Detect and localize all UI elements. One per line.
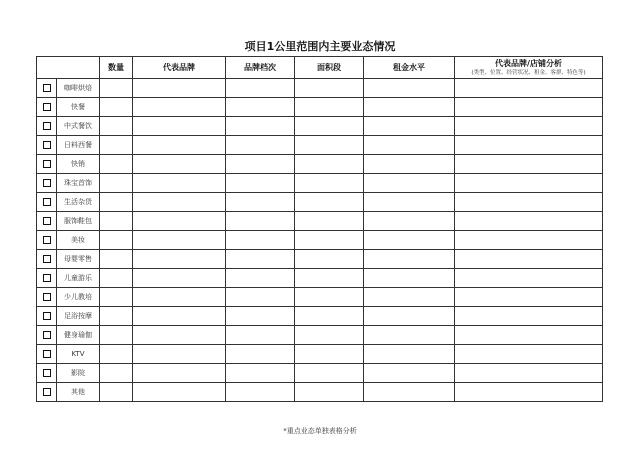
row-checkbox[interactable] [43, 122, 51, 130]
quantity-cell[interactable] [100, 326, 133, 345]
brand-tier-cell[interactable] [226, 117, 295, 136]
row-category-label: 其他 [57, 383, 100, 402]
brands-cell[interactable] [133, 383, 226, 402]
rent-cell[interactable] [364, 231, 455, 250]
brand-tier-cell[interactable] [226, 193, 295, 212]
row-category-label: 儿童游乐 [57, 269, 100, 288]
quantity-cell[interactable] [100, 117, 133, 136]
row-category-label: 生活杂货 [57, 193, 100, 212]
header-brand-tier: 品牌档次 [226, 57, 295, 79]
table-row [37, 383, 603, 402]
header-category [37, 57, 100, 79]
rent-cell[interactable] [364, 250, 455, 269]
quantity-cell[interactable] [100, 98, 133, 117]
area-cell[interactable] [295, 136, 364, 155]
row-category-label: 影院 [57, 364, 100, 383]
row-category-label: 足浴按摩 [57, 307, 100, 326]
area-cell[interactable] [295, 155, 364, 174]
brand-tier-cell[interactable] [226, 174, 295, 193]
area-cell[interactable] [295, 250, 364, 269]
quantity-cell[interactable] [100, 345, 133, 364]
table-row [37, 326, 603, 345]
area-cell[interactable] [295, 98, 364, 117]
quantity-cell[interactable] [100, 174, 133, 193]
table-row [37, 212, 603, 231]
quantity-cell[interactable] [100, 383, 133, 402]
row-checkbox[interactable] [43, 350, 51, 358]
area-cell[interactable] [295, 193, 364, 212]
area-cell[interactable] [295, 326, 364, 345]
analysis-cell[interactable] [455, 288, 603, 307]
header-quantity: 数量 [100, 57, 133, 79]
row-category-label: 少儿教培 [57, 288, 100, 307]
rent-cell[interactable] [364, 269, 455, 288]
analysis-cell[interactable] [455, 307, 603, 326]
brands-cell[interactable] [133, 364, 226, 383]
header-rent: 租金水平 [364, 57, 455, 79]
brands-cell[interactable] [133, 307, 226, 326]
table-row [37, 364, 603, 383]
table-row [37, 345, 603, 364]
rent-cell[interactable] [364, 307, 455, 326]
area-cell[interactable] [295, 307, 364, 326]
analysis-cell[interactable] [455, 155, 603, 174]
analysis-cell[interactable] [455, 212, 603, 231]
rent-cell[interactable] [364, 326, 455, 345]
row-checkbox[interactable] [43, 388, 51, 396]
area-cell[interactable] [295, 212, 364, 231]
row-category-label: 服饰鞋包 [57, 212, 100, 231]
table-row [37, 155, 603, 174]
brand-tier-cell[interactable] [226, 383, 295, 402]
rent-cell[interactable] [364, 174, 455, 193]
rent-cell[interactable] [364, 288, 455, 307]
row-checkbox-cell [37, 98, 57, 117]
table-header-row [37, 57, 603, 79]
brands-cell[interactable] [133, 345, 226, 364]
brands-cell[interactable] [133, 136, 226, 155]
quantity-cell[interactable] [100, 212, 133, 231]
header-analysis-label: 代表品牌/店铺分析 [495, 58, 562, 68]
area-cell[interactable] [295, 345, 364, 364]
quantity-cell[interactable] [100, 79, 133, 98]
area-cell[interactable] [295, 383, 364, 402]
quantity-cell[interactable] [100, 364, 133, 383]
row-checkbox-cell [37, 193, 57, 212]
table-row [37, 307, 603, 326]
analysis-cell[interactable] [455, 79, 603, 98]
header-brands: 代表品牌 [133, 57, 226, 79]
row-checkbox[interactable] [43, 255, 51, 263]
brands-cell[interactable] [133, 250, 226, 269]
analysis-cell[interactable] [455, 98, 603, 117]
row-category-label: 珠宝首饰 [57, 174, 100, 193]
brand-tier-cell[interactable] [226, 307, 295, 326]
row-checkbox[interactable] [43, 331, 51, 339]
brands-cell[interactable] [133, 155, 226, 174]
quantity-cell[interactable] [100, 231, 133, 250]
business-format-table [36, 56, 603, 402]
quantity-cell[interactable] [100, 250, 133, 269]
quantity-cell[interactable] [100, 155, 133, 174]
footnote: *重点业态单独表格分析 [283, 427, 357, 435]
area-cell[interactable] [295, 79, 364, 98]
analysis-cell[interactable] [455, 174, 603, 193]
rent-cell[interactable] [364, 98, 455, 117]
row-checkbox-cell [37, 231, 57, 250]
analysis-cell[interactable] [455, 136, 603, 155]
row-category-label: 中式餐饮 [57, 117, 100, 136]
row-checkbox-cell [37, 79, 57, 98]
brand-tier-cell[interactable] [226, 231, 295, 250]
row-checkbox-cell [37, 250, 57, 269]
row-checkbox[interactable] [43, 160, 51, 168]
row-checkbox[interactable] [43, 369, 51, 377]
table-row [37, 269, 603, 288]
row-checkbox-cell [37, 307, 57, 326]
rent-cell[interactable] [364, 136, 455, 155]
brands-cell[interactable] [133, 288, 226, 307]
area-cell[interactable] [295, 117, 364, 136]
brand-tier-cell[interactable] [226, 79, 295, 98]
brand-tier-cell[interactable] [226, 364, 295, 383]
row-checkbox-cell [37, 345, 57, 364]
quantity-cell[interactable] [100, 136, 133, 155]
analysis-cell[interactable] [455, 193, 603, 212]
row-category-label: 日料西餐 [57, 136, 100, 155]
row-checkbox-cell [37, 174, 57, 193]
brands-cell[interactable] [133, 269, 226, 288]
header-area: 面积段 [295, 57, 364, 79]
row-checkbox-cell [37, 364, 57, 383]
analysis-cell[interactable] [455, 231, 603, 250]
quantity-cell[interactable] [100, 193, 133, 212]
row-checkbox[interactable] [43, 274, 51, 282]
table-row [37, 98, 603, 117]
row-category-label: 咖啡烘焙 [57, 79, 100, 98]
rent-cell[interactable] [364, 364, 455, 383]
brand-tier-cell[interactable] [226, 326, 295, 345]
brands-cell[interactable] [133, 231, 226, 250]
quantity-cell[interactable] [100, 288, 133, 307]
table-row [37, 193, 603, 212]
row-checkbox[interactable] [43, 103, 51, 111]
analysis-cell[interactable] [455, 326, 603, 345]
brands-cell[interactable] [133, 326, 226, 345]
row-checkbox[interactable] [43, 84, 51, 92]
brand-tier-cell[interactable] [226, 98, 295, 117]
rent-cell[interactable] [364, 193, 455, 212]
row-category-label: 健身瑜伽 [57, 326, 100, 345]
table-row [37, 231, 603, 250]
row-checkbox[interactable] [43, 141, 51, 149]
row-checkbox-cell [37, 117, 57, 136]
table-row [37, 174, 603, 193]
row-checkbox[interactable] [43, 179, 51, 187]
area-cell[interactable] [295, 231, 364, 250]
row-checkbox-cell [37, 155, 57, 174]
analysis-cell[interactable] [455, 345, 603, 364]
brands-cell[interactable] [133, 117, 226, 136]
analysis-cell[interactable] [455, 364, 603, 383]
brand-tier-cell[interactable] [226, 155, 295, 174]
brand-tier-cell[interactable] [226, 288, 295, 307]
brands-cell[interactable] [133, 79, 226, 98]
header-analysis [455, 57, 603, 79]
analysis-cell[interactable] [455, 250, 603, 269]
brand-tier-cell[interactable] [226, 345, 295, 364]
row-checkbox[interactable] [43, 217, 51, 225]
row-category-label: KTV [57, 345, 100, 364]
row-checkbox-cell [37, 383, 57, 402]
rent-cell[interactable] [364, 155, 455, 174]
row-checkbox[interactable] [43, 312, 51, 320]
row-checkbox[interactable] [43, 198, 51, 206]
row-checkbox[interactable] [43, 236, 51, 244]
row-category-label: 美妆 [57, 231, 100, 250]
row-category-label: 母婴零售 [57, 250, 100, 269]
area-cell[interactable] [295, 364, 364, 383]
rent-cell[interactable] [364, 212, 455, 231]
quantity-cell[interactable] [100, 269, 133, 288]
analysis-cell[interactable] [455, 117, 603, 136]
area-cell[interactable] [295, 174, 364, 193]
brands-cell[interactable] [133, 174, 226, 193]
brand-tier-cell[interactable] [226, 269, 295, 288]
table-row [37, 250, 603, 269]
brand-tier-cell[interactable] [226, 212, 295, 231]
brands-cell[interactable] [133, 193, 226, 212]
row-checkbox[interactable] [43, 293, 51, 301]
row-checkbox-cell [37, 136, 57, 155]
table-row [37, 136, 603, 155]
analysis-cell[interactable] [455, 383, 603, 402]
quantity-cell[interactable] [100, 307, 133, 326]
table-row [37, 288, 603, 307]
rent-cell[interactable] [364, 345, 455, 364]
row-checkbox-cell [37, 212, 57, 231]
brand-tier-cell[interactable] [226, 136, 295, 155]
page-title: 项目1公里范围内主要业态情况 [244, 40, 396, 53]
rent-cell[interactable] [364, 79, 455, 98]
brands-cell[interactable] [133, 212, 226, 231]
table-row [37, 117, 603, 136]
rent-cell[interactable] [364, 117, 455, 136]
brand-tier-cell[interactable] [226, 250, 295, 269]
row-category-label: 快餐 [57, 98, 100, 117]
row-checkbox-cell [37, 288, 57, 307]
area-cell[interactable] [295, 288, 364, 307]
rent-cell[interactable] [364, 383, 455, 402]
row-checkbox-cell [37, 326, 57, 345]
header-analysis-subtitle: (类型、位置、经营状况、租金、客群、特色等) [471, 69, 586, 76]
brands-cell[interactable] [133, 98, 226, 117]
area-cell[interactable] [295, 269, 364, 288]
row-checkbox-cell [37, 269, 57, 288]
analysis-cell[interactable] [455, 269, 603, 288]
row-category-label: 快销 [57, 155, 100, 174]
table-row [37, 79, 603, 98]
